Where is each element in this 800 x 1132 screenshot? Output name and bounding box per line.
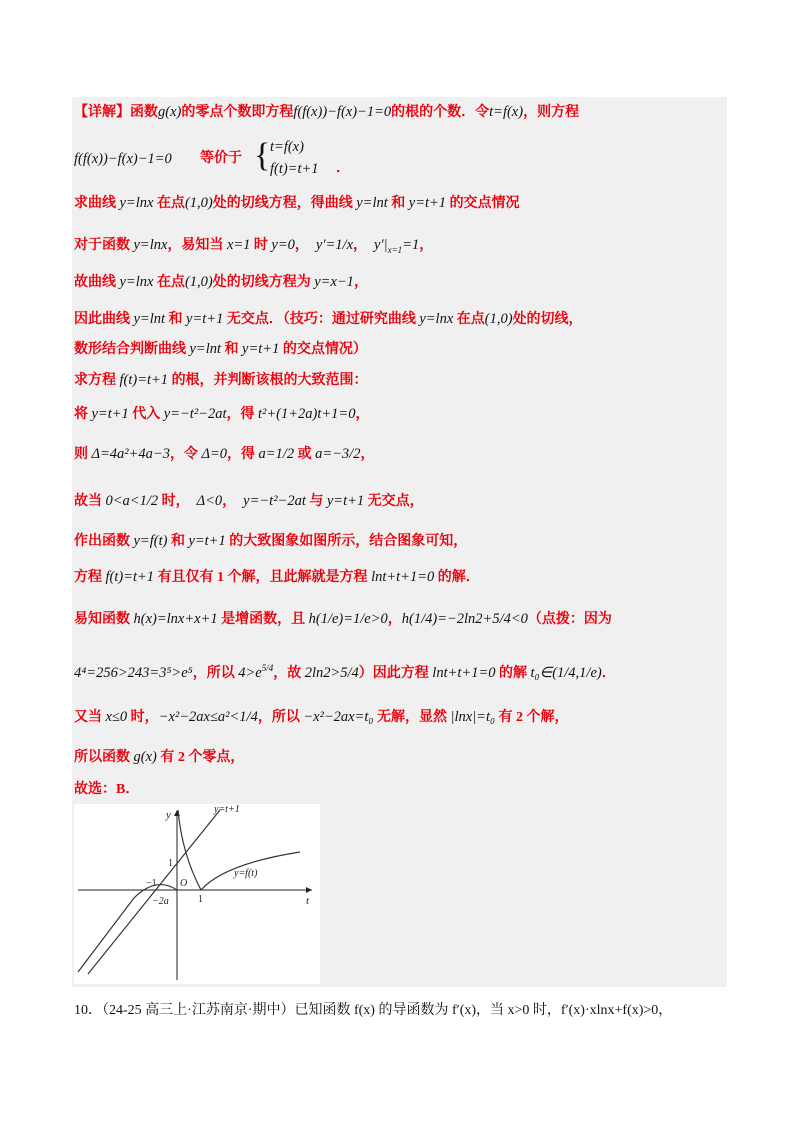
question-10: 10．（24-25 高三上·江苏南京·期中）已知函数 f(x) 的导函数为 f′(x)，当 x>0 时，f′(x)·xlnx+f(x)>0， (74, 1003, 673, 1018)
origin-label: O (180, 878, 188, 889)
line-label: y=t+1 (214, 804, 240, 815)
t-axis-label: t (306, 895, 310, 907)
graph-svg (74, 804, 320, 984)
label-1-t: 1 (198, 894, 203, 905)
solution-line-9: 将 y=t+1 代入 y=−t²−2at，得 t²+(1+2a)t+1=0， (74, 406, 370, 422)
label-neg-2a: −2a (152, 896, 169, 907)
solution-line-15: 4⁴=256>243=3⁵>e⁵，所以 $4>e^{5/4}$，故 2ln2>5/4）因此方程 lnt+t+1=0 的解 t₀∈(1/4,1/e)． (74, 663, 616, 681)
solution-line-13: 方程 f(t)=t+1 有且仅有 1 个解，且此解就是方程 lnt+t+1=0 的解． (74, 569, 480, 585)
solution-line-11: 故当 0<a<1/2 时， Δ<0， y=−t²−2at 与 y=t+1 无交点， (74, 493, 424, 509)
solution-line-17: 所以函数 g(x) 有 2 个零点， (74, 749, 245, 765)
solution-line-7: 数形结合判断曲线 y=lnt 和 y=t+1 的交点情况） (74, 341, 367, 357)
solution-line-10: 则 Δ=4a²+4a−3，令 Δ=0，得 a=1/2 或 a=−3/2， (74, 446, 375, 462)
function-graph (74, 804, 320, 984)
solution-line-1: 【详解】函数g(x)的零点个数即方程f(f(x))−f(x)−1=0的根的个数．令t=f(x)，则方程 (74, 104, 580, 120)
solution-line-16: 又当 x≤0 时，−x²−2ax≤a²<1/4，所以 −x²−2ax=t₀ 无解，显然 |lnx|=t₀ 有 2 个解， (74, 709, 569, 725)
solution-line-12: 作出函数 y=f(t) 和 y=t+1 的大致图象如图所示，结合图象可知， (74, 533, 468, 549)
solution-line-3: 求曲线 y=lnx 在点(1,0)处的切线方程，得曲线 y=lnt 和 y=t+1 的交点情况 (74, 195, 520, 211)
y-axis-label: y (166, 809, 171, 821)
solution-line-2: f(f(x))−f(x)−1=0 等价于 { t=f(x) f(t)=t+1 ． (74, 137, 350, 177)
solution-line-5: 故曲线 y=lnx 在点(1,0)处的切线方程为 y=x−1， (74, 274, 368, 290)
line-y-t-plus-1 (88, 810, 220, 974)
solution-line-8: 求方程 f(t)=t+1 的根，并判断该根的大致范围： (74, 372, 368, 388)
curve-label: y=f(t) (234, 868, 258, 879)
solution-line-4: 对于函数 y=lnx，易知当 x=1 时 y=0， y′=1/x， $y'|_{x=1}=1$， (74, 237, 434, 255)
solution-line-14: 易知函数 h(x)=lnx+x+1 是增函数，且 h(1/e)=1/e>0，h(1/4)=−2ln2+5/4<0（点拨：因为 (74, 611, 612, 627)
label-1-y: 1 (168, 858, 173, 869)
solution-line-18: 故选：B． (74, 782, 140, 797)
label-neg-1: −1 (146, 878, 157, 889)
t-axis-arrow-icon (306, 887, 312, 893)
solution-line-6: 因此曲线 y=lnt 和 y=t+1 无交点．（技巧：通过研究曲线 y=lnx 在点(1,0)处的切线， (74, 311, 583, 327)
